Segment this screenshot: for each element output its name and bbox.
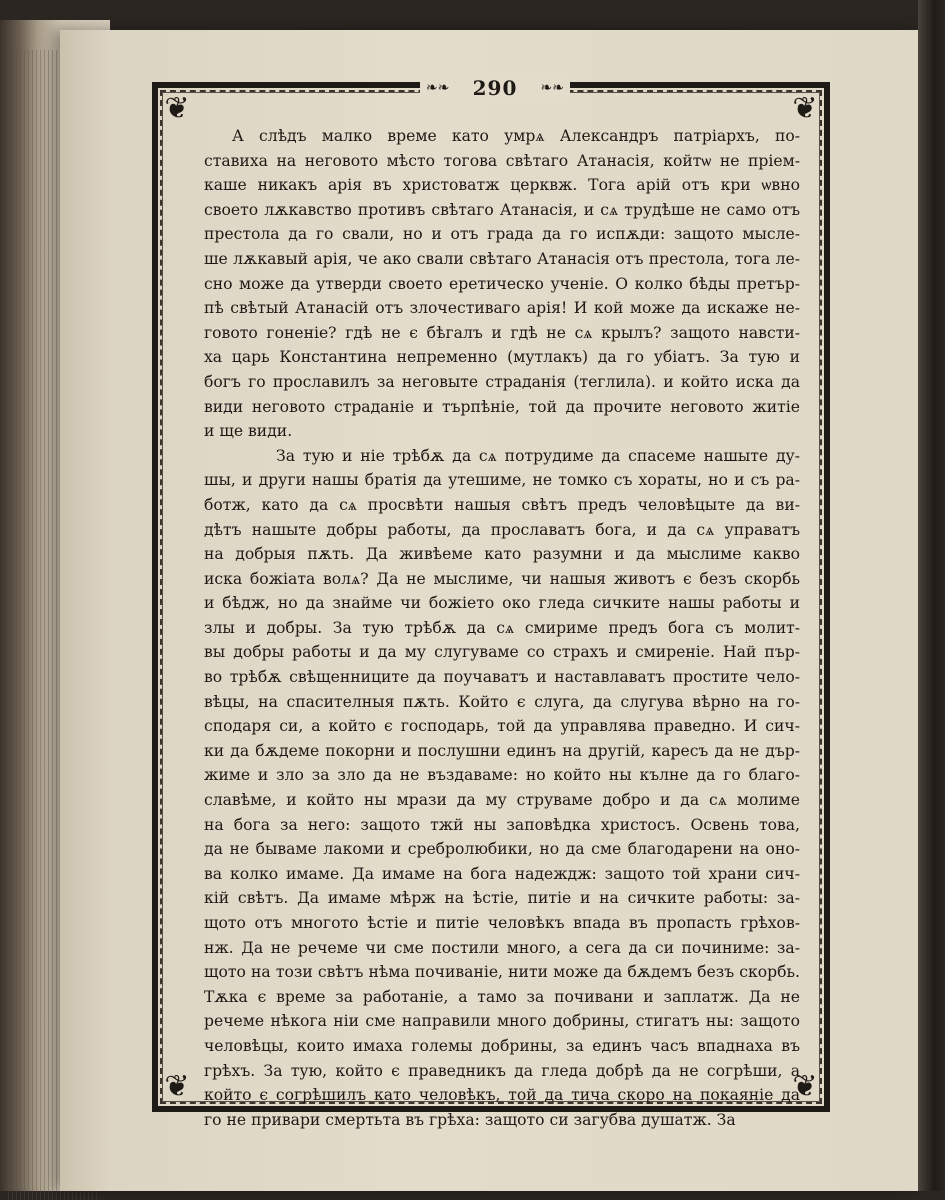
text-line: человѣцы, които имаха големы добрины, за единъ часъ впаднаха въ bbox=[204, 1036, 800, 1055]
header-ornament-right: ❧❧ bbox=[540, 80, 564, 96]
text-line: богъ го прославилъ за неговыте страданія (теглила). и който иска да bbox=[204, 372, 800, 391]
text-line: речеме нѣкога нiи сме направили много добрины, стигатъ ны: защото bbox=[204, 1012, 800, 1031]
text-line: и ще види. bbox=[204, 422, 293, 441]
text-line: кій свѣтъ. Да имаме мѣрж на ѣстіе, питіе и на сичките работы: за- bbox=[204, 889, 800, 908]
text-line: и бѣдж, но да знайме чи божіето око гледа сичките нашы работы и bbox=[204, 594, 800, 613]
text-line: жиме и зло за зло да не въздаваме: но който ны кълне да го благо- bbox=[204, 766, 800, 785]
text-line: Тѫка є време за работаніе, а тамо за почивани и заплатж. Да не bbox=[204, 987, 800, 1006]
text-line: на бога за него: защото тжй ны заповѣдка христосъ. Освень това, bbox=[204, 815, 800, 834]
text-line: сно може да утверди своето еретическо ученіе. О колко бѣды претър- bbox=[204, 274, 800, 293]
text-line: сподаря си, а който є господарь, той да управлява праведно. И сич- bbox=[204, 717, 800, 736]
text-line: на добрыя пѫть. Да живѣеме като разумни и да мыслиме какво bbox=[204, 545, 800, 564]
text-line: който є согрѣшилъ като человѣкъ, той да тича скоро на покаяніе да bbox=[204, 1086, 800, 1105]
text-line: щото отъ многото ѣстіе и питіе человѣкъ впада въ пропасть грѣхов- bbox=[204, 914, 800, 932]
corner-ornament-bottom-right: ❦ bbox=[792, 1069, 818, 1104]
corner-ornament-bottom-left: ❦ bbox=[164, 1069, 190, 1104]
body-text bbox=[204, 124, 800, 1132]
text-line: своето лѫкавство противъ свѣтаго Атанасія, и сѧ трудѣше не само отъ bbox=[204, 200, 800, 219]
text-line: да не бываме лакоми и сребролюбики, но да сме благодарени на оно- bbox=[204, 840, 800, 859]
text-line: каше никакъ арія въ христоватж церквж. Тога арій отъ кри ѡвно bbox=[204, 176, 800, 195]
text-line: пѣ свѣтый Атанасій отъ злочестиваго арія! И кой може да искаже не- bbox=[204, 299, 800, 318]
text-line: вы добры работы и да му слугуваме со страхъ и смиреніе. Най пър- bbox=[204, 643, 800, 662]
text-line: иска божіата волѧ? Да не мыслиме, чи нашыя животъ є безъ скорбь bbox=[204, 569, 800, 588]
corner-ornament-top-left: ❦ bbox=[164, 91, 190, 126]
facing-page-edge bbox=[918, 0, 945, 1191]
text-line: славѣме, и който ны мрази да му струваме добро и да сѧ молиме bbox=[204, 791, 800, 810]
corner-ornament-top-right: ❦ bbox=[792, 91, 818, 126]
text-line: ботж, като да сѧ просвѣти нашыя свѣтъ предъ человѣцыте да ви- bbox=[204, 495, 800, 514]
text-line: ки да бѫдеме покорни и послушни единъ на другій, каресъ да не дър- bbox=[204, 741, 800, 760]
text-line: ха царь Константина непременно (мутлакъ) да го убіатъ. За тую и bbox=[204, 348, 800, 367]
text-line: А слѣдъ малко време като умрѧ Александръ патріархъ, по- bbox=[232, 127, 800, 145]
text-line: вѣцы, на спасителныя пѫть. Който є слуга, да слугува вѣрно на го- bbox=[204, 692, 800, 711]
text-line: ва колко имаме. Да имаме на бога надеждж: защото той храни сич- bbox=[204, 864, 800, 883]
text-line: говото гоненіе? гдѣ не є бѣгалъ и гдѣ не сѧ крылъ? защото навсти- bbox=[204, 323, 800, 342]
page-number: 290 bbox=[472, 76, 518, 100]
header-ornament-left: ❧❧ bbox=[426, 80, 450, 96]
text-line: щото на този свѣтъ нѣма почиваніе, нити може да бѫдемъ безъ скорбь. bbox=[204, 963, 800, 982]
text-line: шы, и други нашы братія да утешиме, не томко съ хораты, но и съ ра- bbox=[204, 471, 800, 490]
text-line: престола да го свали, но и отъ града да го испѫди: защото мысле- bbox=[204, 225, 800, 244]
text-line: нж. Да не речеме чи сме постили много, а сега да си починиме: за- bbox=[204, 938, 800, 957]
text-line: дѣтъ нашыте добры работы, да прославатъ бога, и да сѧ управатъ bbox=[204, 520, 800, 539]
text-line: во трѣбѫ свѣщенниците да поучаватъ и наставлаватъ простите чело- bbox=[204, 668, 800, 687]
text-line: За тую и ніе трѣбѫ да сѧ потрудиме да спасеме нашыте ду- bbox=[276, 446, 800, 465]
text-line: грѣхъ. За тую, който є праведникъ да гледа добрѣ да не согрѣши, а bbox=[204, 1061, 800, 1080]
text-line: ше лѫкавый арія, че ако свали свѣтаго Атанасія отъ престола, тога ле- bbox=[204, 249, 800, 268]
text-line: види неговото страданіе и търпѣніе, той да прочите неговото житіе bbox=[204, 397, 800, 416]
text-line: злы и добры. За тую трѣбѫ да сѧ смириме предъ бога съ молит- bbox=[204, 618, 800, 637]
text-line: ставиха на неговото мѣсто тогова свѣтаго Атанасія, койтѡ не пріем- bbox=[204, 151, 800, 170]
text-line: го не привари смертьта въ грѣха: защото си загубва душатж. За bbox=[204, 1110, 736, 1129]
page-header bbox=[420, 74, 570, 102]
